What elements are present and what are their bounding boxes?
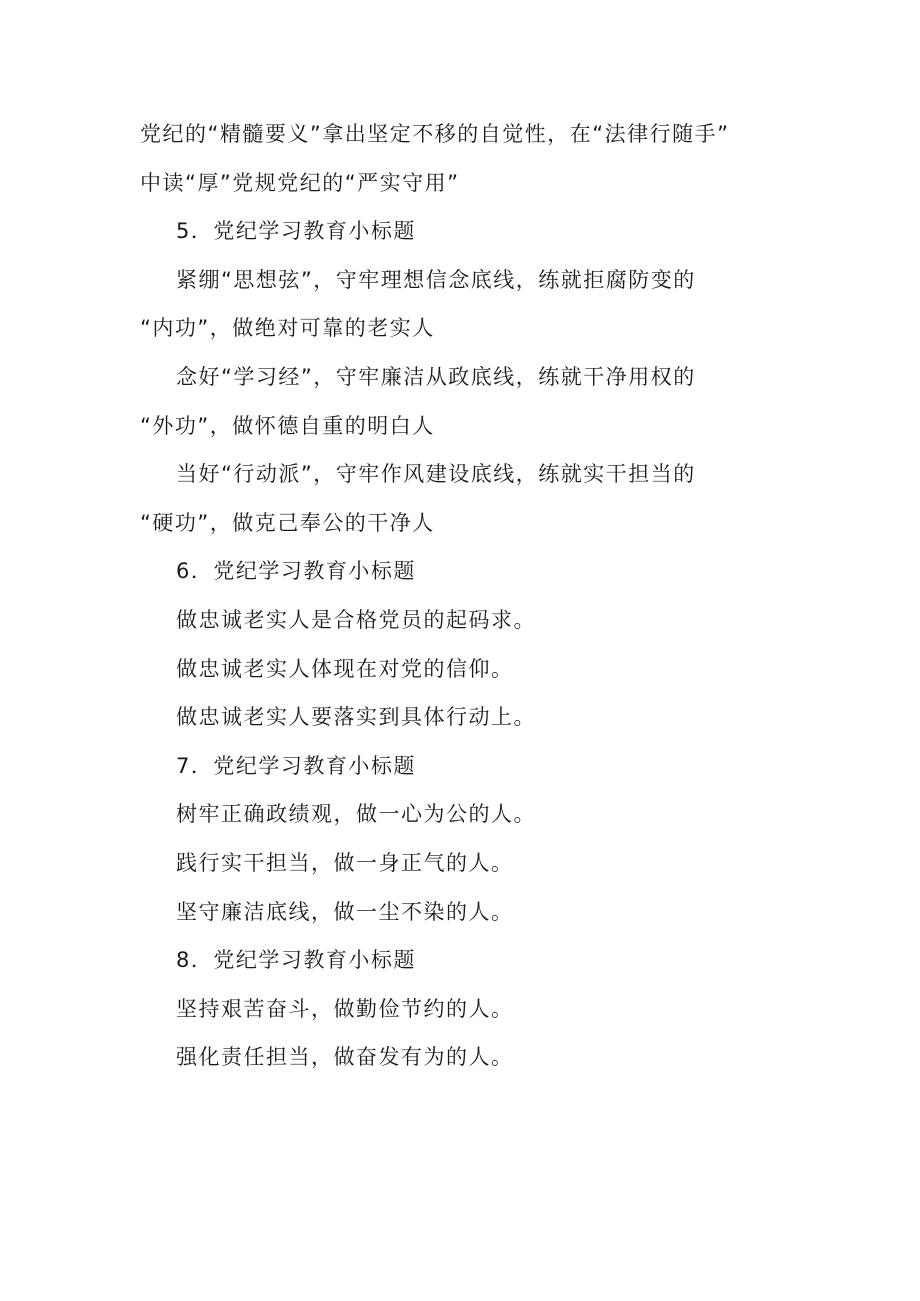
paragraph-line: “外功”，做怀德自重的明白人	[140, 413, 435, 438]
paragraph-line: 做忠诚老实人是合格党员的起码求。	[176, 607, 536, 632]
section-heading-5: 5．党纪学习教育小标题	[176, 219, 416, 244]
paragraph-line: 当好“行动派”，守牢作风建设底线，练就实干担当的	[176, 462, 696, 487]
paragraph-line: 中读“厚”党规党纪的“严实守用”	[140, 170, 460, 195]
paragraph-line: 紧绷“思想弦”，守牢理想信念底线，练就拒腐防变的	[176, 267, 696, 292]
section-heading-8: 8．党纪学习教育小标题	[176, 948, 416, 973]
paragraph-line: 践行实干担当，做一身正气的人。	[176, 850, 514, 875]
paragraph-line: 念好“学习经”，守牢廉洁从政底线，练就干净用权的	[176, 364, 696, 389]
paragraph-line: 坚守廉洁底线，做一尘不染的人。	[176, 899, 514, 924]
paragraph-line: 做忠诚老实人体现在对党的信仰。	[176, 656, 514, 681]
paragraph-line: 树牢正确政绩观，做一心为公的人。	[176, 802, 536, 827]
paragraph-line: “内功”，做绝对可靠的老实人	[140, 316, 435, 341]
paragraph-line: 强化责任担当，做奋发有为的人。	[176, 1045, 514, 1070]
section-heading-6: 6．党纪学习教育小标题	[176, 559, 416, 584]
section-heading-7: 7．党纪学习教育小标题	[176, 753, 416, 778]
paragraph-line: 做忠诚老实人要落实到具体行动上。	[176, 705, 536, 730]
document-body	[140, 110, 800, 1082]
paragraph-line: 坚持艰苦奋斗，做勤俭节约的人。	[176, 996, 514, 1021]
paragraph-line: “硬功”，做克己奉公的干净人	[140, 510, 435, 535]
paragraph-line: 党纪的“精髓要义”拿出坚定不移的自觉性，在“法律行随手”	[140, 122, 730, 146]
